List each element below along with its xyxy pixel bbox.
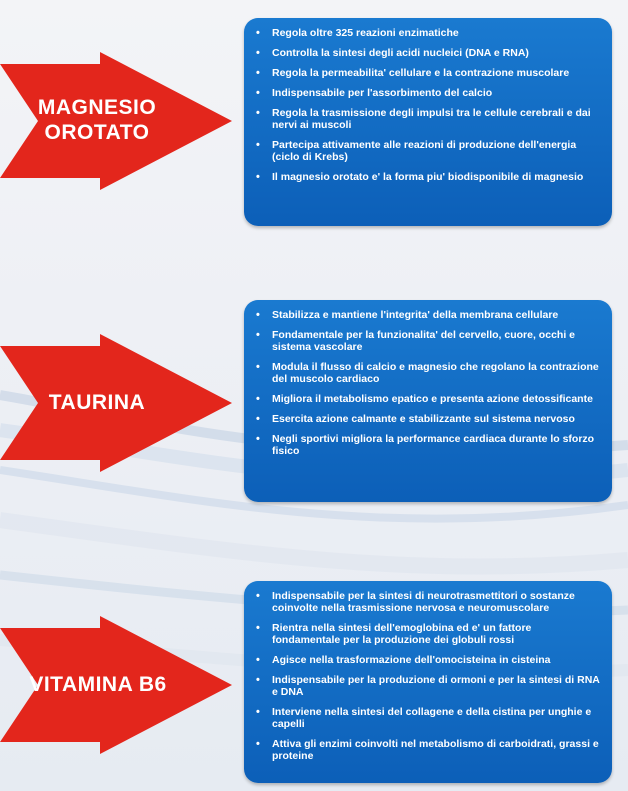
list-item: • Migliora il metabolismo epatico e presenta azione detossificante (252, 393, 602, 405)
arrow-vitamina-b6 (0, 616, 235, 754)
list-item: • Modula il flusso di calcio e magnesio che regolano la contrazione del muscolo cardiaco (252, 361, 602, 385)
arrow-title (18, 672, 178, 697)
arrow-title (22, 95, 172, 145)
list-item: • Fondamentale per la funzionalita' del cervello, cuore, occhi e sistema vascolare (252, 329, 602, 353)
arrow-taurina (0, 334, 235, 472)
list-item: • Il magnesio orotato e' la forma piu' biodisponibile di magnesio (252, 171, 602, 183)
list-item: • Regola oltre 325 reazioni enzimatiche (252, 27, 602, 39)
list-item: • Indispensabile per la produzione di ormoni e per la sintesi di RNA e DNA (252, 674, 602, 698)
list-item: • Regola la permeabilita' cellulare e la contrazione muscolare (252, 67, 602, 79)
list-item: • Stabilizza e mantiene l'integrita' della membrana cellulare (252, 309, 602, 321)
list-item: • Indispensabile per l'assorbimento del calcio (252, 87, 602, 99)
info-panel-magnesio (244, 18, 612, 226)
list-item: • Attiva gli enzimi coinvolti nel metabolismo di carboidrati, grassi e proteine (252, 738, 602, 762)
title-line-1: VITAMINA B6 (29, 673, 167, 696)
arrow-title (22, 390, 172, 415)
list-item: • Esercita azione calmante e stabilizzante sul sistema nervoso (252, 413, 602, 425)
list-item: • Interviene nella sintesi del collagene e della cistina per unghie e capelli (252, 706, 602, 730)
info-panel-vitamina-b6 (244, 581, 612, 783)
list-item: • Partecipa attivamente alle reazioni di produzione dell'energia (ciclo di Krebs) (252, 139, 602, 163)
list-item: • Rientra nella sintesi dell'emoglobina ed e' un fattore fondamentale per la produzione dei globuli rossi (252, 622, 602, 646)
title-line-2: OROTATO (44, 121, 150, 144)
list-item: • Regola la trasmissione degli impulsi tra le cellule cerebrali e dai nervi ai muscoli (252, 107, 602, 131)
title-line-1: MAGNESIO (37, 96, 157, 119)
list-item: • Negli sportivi migliora la performance cardiaca durante lo sforzo fisico (252, 433, 602, 457)
list-item: • Controlla la sintesi degli acidi nucleici (DNA e RNA) (252, 47, 602, 59)
title-line-1: TAURINA (48, 391, 146, 414)
list-item: • Agisce nella trasformazione dell'omocisteina in cisteina (252, 654, 602, 666)
list-item: • Indispensabile per la sintesi di neurotrasmettitori o sostanze coinvolte nella trasmissione nervosa e neuromuscolare (252, 590, 602, 614)
arrow-magnesio (0, 52, 235, 190)
info-panel-taurina (244, 300, 612, 502)
